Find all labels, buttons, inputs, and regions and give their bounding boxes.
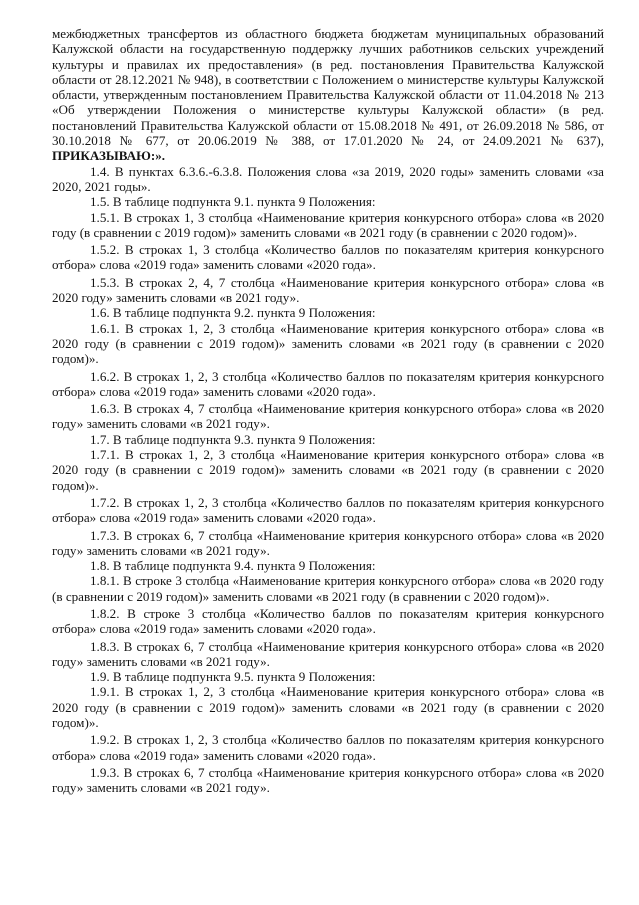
paragraph-1-8-1: 1.8.1. В строке 3 столбца «Наименование критерия конкурсного отбора» слова «в 2020 году (в сравнении с 2019 годом)» заменить словами «в 2021 году (в сравнении с 2020 годом)». (52, 573, 604, 604)
order-word: ПРИКАЗЫВАЮ:». (52, 148, 166, 164)
paragraph-1-5-3: 1.5.3. В строках 2, 4, 7 столбца «Наименование критерия конкурсного отбора» слова «в 2020 году» заменить словами «в 2021 году». (52, 274, 604, 306)
paragraph-1-6: 1.6. В таблице подпункта 9.2. пункта 9 Положения: (90, 305, 376, 321)
paragraph-1-5: 1.5. В таблице подпункта 9.1. пункта 9 Положения: (90, 194, 376, 210)
paragraph-1-9: 1.9. В таблице подпункта 9.5. пункта 9 Положения: (90, 669, 376, 685)
paragraph-1-6-2: 1.6.2. В строках 1, 2, 3 столбца «Количество баллов по показателям критерия конкурсного отбора» слова «2019 года» заменить словами «2020 года». (52, 368, 604, 399)
paragraph-1-6-1: 1.6.1. В строках 1, 2, 3 столбца «Наименование критерия конкурсного отбора» слова «в 2020 году (в сравнении с 2019 годом)» заменить словами «в 2021 году (в сравнении с 2020 годом)». (52, 320, 604, 367)
intro-paragraph (52, 26, 604, 164)
paragraph-1-4: 1.4. В пунктах 6.3.6.-6.3.8. Положения слова «за 2019, 2020 годы» заменить словами «за 2020, 2021 годы». (52, 163, 604, 194)
paragraph-1-9-1: 1.9.1. В строках 1, 2, 3 столбца «Наименование критерия конкурсного отбора» слова «в 2020 году (в сравнении с 2019 годом)» заменить словами «в 2021 году (в сравнении с 2020 годом)». (52, 684, 604, 731)
intro-text: межбюджетных трансфертов из областного бюджета бюджетам муниципальных образований Калужской области на государственную поддержку лучших работников сельских учреждений культуры и правилах их предоставления» (в ред. постановления Правительства Калужской области от 28.12.2021 № 948), в соответствии с Положением о министерстве культуры Калужской области, утвержденным постановлением Правительства Калужской области от 11.04.2018 № 213 «Об утверждении Положения о министерстве культуры Калужской области» (в ред. постановлений Правительства Калужской области от 15.08.2018 № 491, от 26.09.2018 № 586, от 30.10.2018 № 677, от 20.06.2019 № 388, от 17.01.2020 № 24, от 24.09.2021 № 637), (52, 26, 604, 149)
paragraph-1-6-3: 1.6.3. В строках 4, 7 столбца «Наименование критерия конкурсного отбора» слова «в 2020 году» заменить словами «в 2021 году». (52, 401, 604, 432)
paragraph-1-8: 1.8. В таблице подпункта 9.4. пункта 9 Положения: (90, 558, 376, 574)
paragraph-1-8-3: 1.8.3. В строках 6, 7 столбца «Наименование критерия конкурсного отбора» слова «в 2020 году» заменить словами «в 2021 году». (52, 638, 604, 669)
paragraph-1-7-2: 1.7.2. В строках 1, 2, 3 столбца «Количество баллов по показателям критерия конкурсного отбора» слова «2019 года» заменить словами «2020 года». (52, 494, 604, 526)
paragraph-1-7-3: 1.7.3. В строках 6, 7 столбца «Наименование критерия конкурсного отбора» слова «в 2020 году» заменить словами «в 2021 году». (52, 527, 604, 558)
paragraph-1-8-2: 1.8.2. В строке 3 столбца «Количество баллов по показателям критерия конкурсного отбора» слова «2019 года» заменить словами «2020 года». (52, 605, 604, 637)
document-page (52, 26, 604, 796)
paragraph-1-7-1: 1.7.1. В строках 1, 2, 3 столбца «Наименование критерия конкурсного отбора» слова «в 2020 году (в сравнении с 2019 годом)» заменить словами «в 2021 году (в сравнении с 2020 годом)». (52, 447, 604, 493)
paragraph-1-7: 1.7. В таблице подпункта 9.3. пункта 9 Положения: (90, 431, 376, 447)
paragraph-1-9-2: 1.9.2. В строках 1, 2, 3 столбца «Количество баллов по показателям критерия конкурсного отбора» слова «2019 года» заменить словами «2020 года». (52, 732, 604, 763)
paragraph-1-5-1: 1.5.1. В строках 1, 3 столбца «Наименование критерия конкурсного отбора» слова «в 2020 году (в сравнении с 2019 годом)» заменить словами «в 2021 году (в сравнении с 2020 годом)». (52, 209, 604, 240)
paragraph-1-5-2: 1.5.2. В строках 1, 3 столбца «Количество баллов по показателям критерия конкурсного отбора» слова «2019 года» заменить словами «2020 года». (52, 242, 604, 273)
paragraph-1-9-3: 1.9.3. В строках 6, 7 столбца «Наименование критерия конкурсного отбора» слова «в 2020 году» заменить словами «в 2021 году». (52, 764, 604, 796)
